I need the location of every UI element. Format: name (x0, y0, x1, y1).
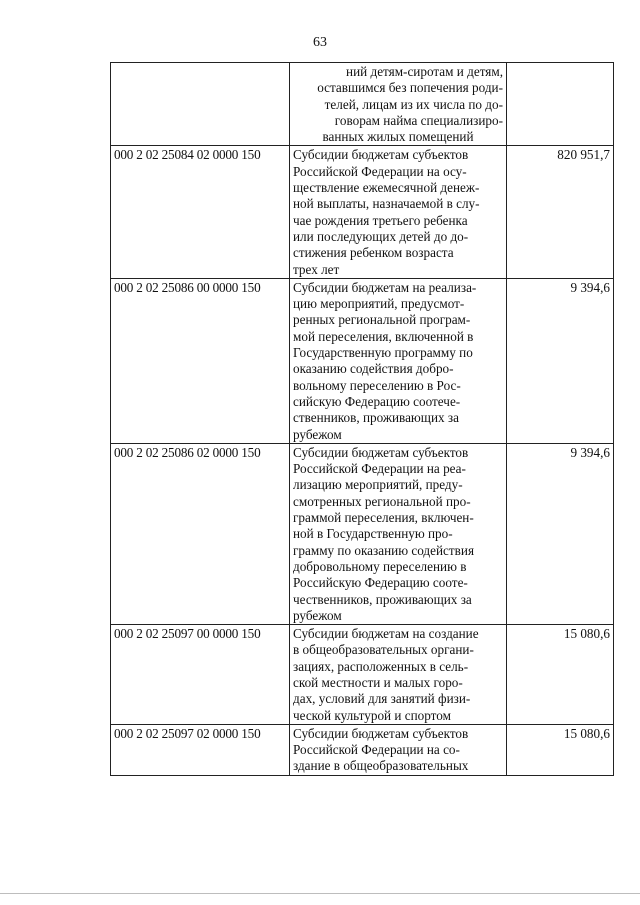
description-line: в общеобразовательных органи- (293, 642, 474, 658)
amount-cell: 15 080,6 (507, 625, 614, 725)
description-line: трех лет (293, 261, 340, 277)
table-row (111, 146, 614, 278)
description-cell (290, 443, 507, 624)
description-line: ществление ежемесячной денеж- (293, 180, 480, 196)
description-cell (290, 625, 507, 725)
description-line: дах, условий для занятий физи- (293, 691, 471, 707)
table-row-continuation (111, 63, 614, 146)
description-line: ренных региональной програм- (293, 312, 471, 328)
amount-cell: 15 080,6 (507, 724, 614, 775)
amount-cell: 820 951,7 (507, 146, 614, 278)
description-line: лизацию мероприятий, преду- (293, 477, 463, 493)
page-number: 63 (313, 35, 327, 50)
budget-revenue-table (110, 62, 614, 776)
description-line: ской местности и малых горо- (293, 674, 463, 690)
description-line: Субсидии бюджетам на реализа- (293, 279, 477, 295)
description-line: Российскую Федерацию сооте- (293, 575, 468, 591)
description-line: ний детям-сиротам и детям, (346, 64, 503, 79)
budget-code-cell: 000 2 02 25086 02 0000 150 (111, 443, 290, 624)
description-line: добровольному переселению в (293, 558, 467, 574)
description-line: здание в общеобразовательных (293, 758, 469, 774)
table-row (111, 278, 614, 443)
amount-cell (507, 63, 614, 146)
description-line: Государственную программу по (293, 345, 473, 361)
description-line: Субсидии бюджетам на создание (293, 626, 479, 642)
description-line: говорам найма специализиро- (334, 112, 503, 128)
table-row (111, 443, 614, 624)
description-line: Субсидии бюджетам субъектов (293, 725, 469, 741)
description-line: стижения ребенком возраста (293, 245, 454, 261)
description-line: Российской Федерации на осу- (293, 163, 467, 179)
budget-code-cell: 000 2 02 25086 00 0000 150 (111, 278, 290, 443)
description-line: Российской Федерации на со- (293, 742, 460, 758)
description-line: чае рождения третьего ребенка (293, 212, 468, 228)
description-line: цию мероприятий, предусмот- (293, 296, 465, 312)
description-line: Субсидии бюджетам субъектов (293, 444, 469, 460)
page-bottom-rule (0, 893, 640, 894)
budget-code-cell: 000 2 02 25097 02 0000 150 (111, 724, 290, 775)
description-line: грамму по оказанию содействия (293, 542, 475, 558)
budget-code-cell (111, 63, 290, 146)
description-line: сийскую Федерацию соотече- (293, 393, 461, 409)
table-row (111, 625, 614, 725)
description-line: граммой переселения, включен- (293, 510, 474, 526)
description-line: Российской Федерации на реа- (293, 461, 466, 477)
description-line: ческой культурой и спортом (293, 707, 451, 723)
table-body (111, 63, 614, 776)
description-line: оставшимся без попечения роди- (317, 80, 503, 96)
budget-code-cell: 000 2 02 25097 00 0000 150 (111, 625, 290, 725)
description-cell (290, 146, 507, 278)
amount-cell: 9 394,6 (507, 443, 614, 624)
description-line: ванных жилых помещений (322, 129, 474, 145)
description-cell (290, 724, 507, 775)
description-line: Субсидии бюджетам субъектов (293, 147, 469, 163)
table-row (111, 724, 614, 775)
budget-code-cell: 000 2 02 25084 02 0000 150 (111, 146, 290, 278)
description-line: рубежом (293, 426, 342, 442)
description-line: смотренных региональной про- (293, 493, 471, 509)
description-line: чественников, проживающих за (293, 591, 472, 607)
description-line: зациях, расположенных в сель- (293, 658, 469, 674)
description-line: или последующих детей до до- (293, 228, 469, 244)
description-cell (290, 63, 507, 146)
description-cell (290, 278, 507, 443)
description-line: ственников, проживающих за (293, 410, 459, 426)
description-line: мой переселения, включенной в (293, 328, 474, 344)
description-line: оказанию содействия добро- (293, 361, 454, 377)
description-line: ной выплаты, назначаемой в слу- (293, 196, 480, 212)
description-line: рубежом (293, 607, 342, 623)
description-line: телей, лицам из их числа по до- (324, 96, 503, 112)
description-line: вольному переселению в Рос- (293, 377, 461, 393)
description-line: ной в Государственную про- (293, 526, 453, 542)
amount-cell: 9 394,6 (507, 278, 614, 443)
